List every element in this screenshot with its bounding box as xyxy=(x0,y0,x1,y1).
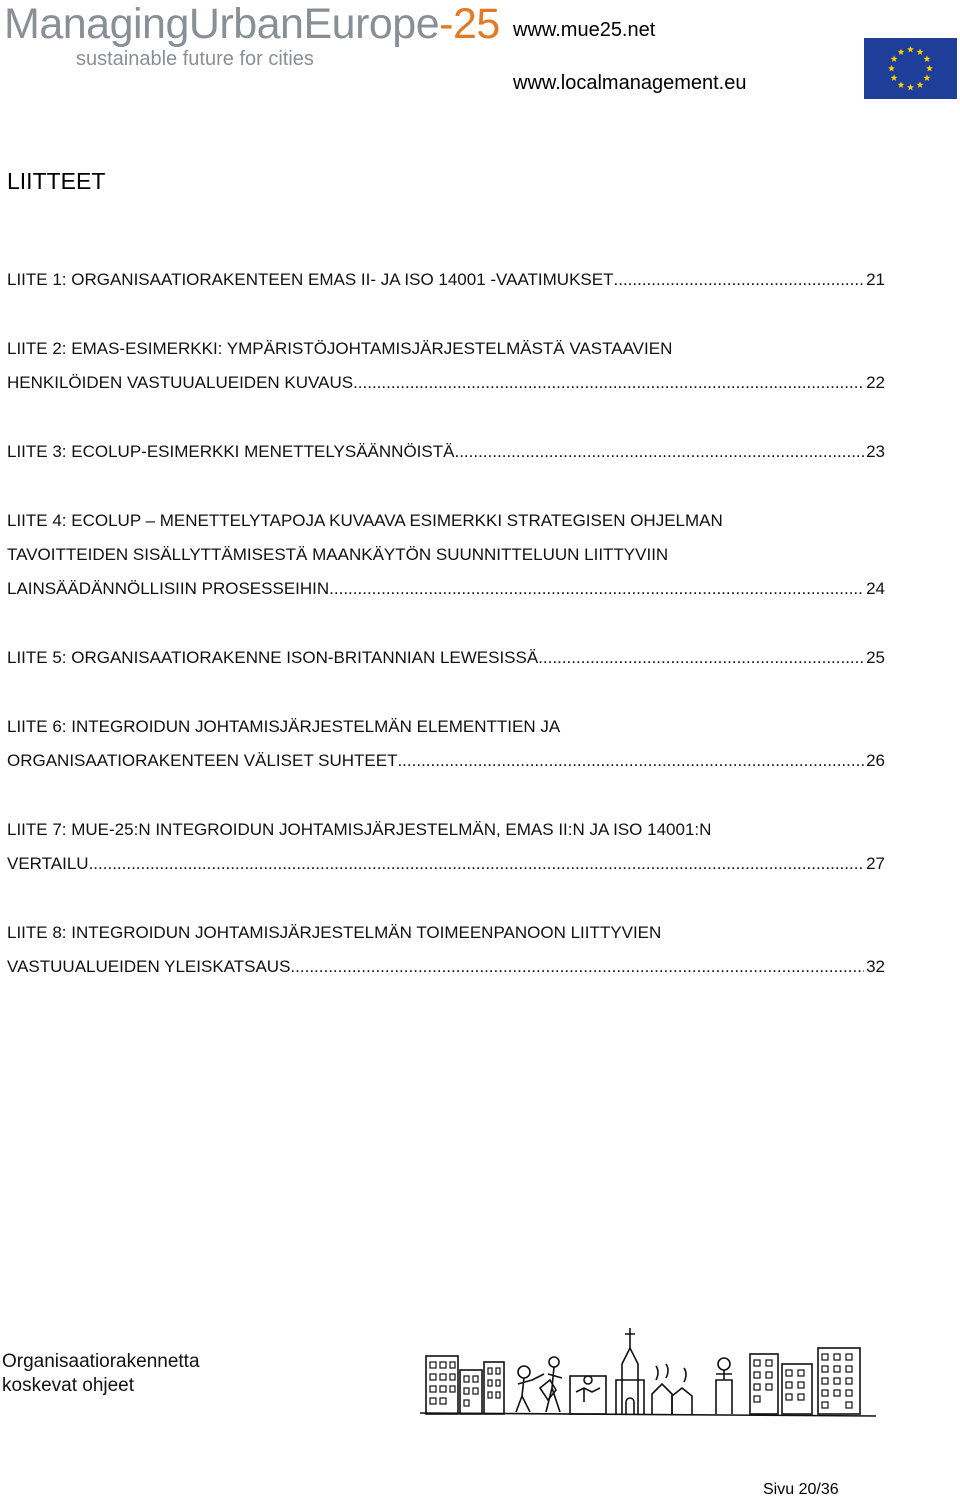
toc-entry-last-line xyxy=(7,572,885,606)
website-url-1[interactable]: www.mue25.net xyxy=(513,19,656,41)
toc-entry-title: LIITE 5: ORGANISAATIORAKENNE ISON-BRITANNIAN LEWESISSÄ xyxy=(7,648,539,667)
toc-entry-line: LIITE 4: ECOLUP – MENETTELYTAPOJA KUVAAVA ESIMERKKI STRATEGISEN OHJELMAN xyxy=(7,511,723,530)
toc-entry-title: HENKILÖIDEN VASTUUALUEIDEN KUVAUS xyxy=(7,373,354,392)
toc-entry-title: VERTAILU xyxy=(7,854,89,873)
toc-page-number: 26 xyxy=(866,751,885,770)
toc-entry-last-line xyxy=(7,263,885,297)
toc-entry[interactable] xyxy=(7,813,885,881)
toc-entry[interactable] xyxy=(7,641,885,675)
table-of-contents xyxy=(7,263,885,1019)
toc-entry[interactable] xyxy=(7,332,885,400)
toc-page-number: 25 xyxy=(866,648,885,667)
toc-entry-line: LIITE 7: MUE-25:N INTEGROIDUN JOHTAMISJÄRJESTELMÄN, EMAS II:N JA ISO 14001:N xyxy=(7,820,712,839)
toc-leader-dots xyxy=(290,950,864,984)
page-title: LIITTEET xyxy=(7,168,106,194)
toc-leader-dots xyxy=(454,435,864,469)
toc-entry-title: ORGANISAATIORAKENTEEN VÄLISET SUHTEET xyxy=(7,751,398,770)
toc-entry[interactable] xyxy=(7,263,885,297)
toc-entry-title: LIITE 3: ECOLUP-ESIMERKKI MENETTELYSÄÄNNÖISTÄ xyxy=(7,442,455,461)
toc-entry[interactable] xyxy=(7,916,885,984)
toc-entry[interactable] xyxy=(7,710,885,778)
toc-page-number: 23 xyxy=(866,442,885,461)
eu-flag-icon xyxy=(864,38,957,99)
toc-entry-line: LIITE 8: INTEGROIDUN JOHTAMISJÄRJESTELMÄN TOIMEENPANOON LIITTYVIEN xyxy=(7,923,662,942)
toc-leader-dots xyxy=(538,641,864,675)
toc-entry-last-line xyxy=(7,435,885,469)
toc-page-number: 24 xyxy=(866,579,885,598)
toc-entry[interactable] xyxy=(7,504,885,606)
toc-leader-dots xyxy=(353,366,864,400)
toc-entry-title: LAINSÄÄDÄNNÖLLISIIN PROSESSEIHIN xyxy=(7,579,330,598)
toc-entry-title: LIITE 1: ORGANISAATIORAKENTEEN EMAS II- JA ISO 14001 -VAATIMUKSET xyxy=(7,270,614,289)
logo-wordmark: ManagingUrbanEurope-25 xyxy=(4,0,500,48)
toc-page-number: 27 xyxy=(866,854,885,873)
toc-leader-dots xyxy=(329,572,864,606)
toc-page-number: 22 xyxy=(866,373,885,392)
logo-tagline: sustainable future for cities xyxy=(76,48,314,70)
toc-entry[interactable] xyxy=(7,435,885,469)
toc-leader-dots xyxy=(397,744,864,778)
page-number: Sivu 20/36 xyxy=(763,1481,839,1498)
toc-entry-last-line xyxy=(7,847,885,881)
logo-suffix: -25 xyxy=(439,0,500,48)
toc-page-number: 32 xyxy=(866,957,885,976)
toc-leader-dots xyxy=(89,847,865,881)
toc-entry-title: VASTUUALUEIDEN YLEISKATSAUS xyxy=(7,957,291,976)
toc-entry-last-line xyxy=(7,366,885,400)
toc-entry-line: TAVOITTEIDEN SISÄLLYTTÄMISESTÄ MAANKÄYTÖN SUUNNITTELUUN LIITTYVIIN xyxy=(7,545,669,564)
toc-entry-line: LIITE 6: INTEGROIDUN JOHTAMISJÄRJESTELMÄN ELEMENTTIEN JA xyxy=(7,717,561,736)
website-url-2[interactable]: www.localmanagement.eu xyxy=(513,72,747,94)
toc-entry-line: LIITE 2: EMAS-ESIMERKKI: YMPÄRISTÖJOHTAMISJÄRJESTELMÄSTÄ VASTAAVIEN xyxy=(7,339,673,358)
city-sketch-icon xyxy=(420,1318,876,1422)
toc-entry-last-line xyxy=(7,744,885,778)
toc-entry-last-line xyxy=(7,641,885,675)
toc-entry-last-line xyxy=(7,950,885,984)
footer-title: Organisaatiorakennetta koskevat ohjeet xyxy=(2,1351,200,1396)
toc-page-number: 21 xyxy=(866,270,885,289)
toc-leader-dots xyxy=(614,263,865,297)
